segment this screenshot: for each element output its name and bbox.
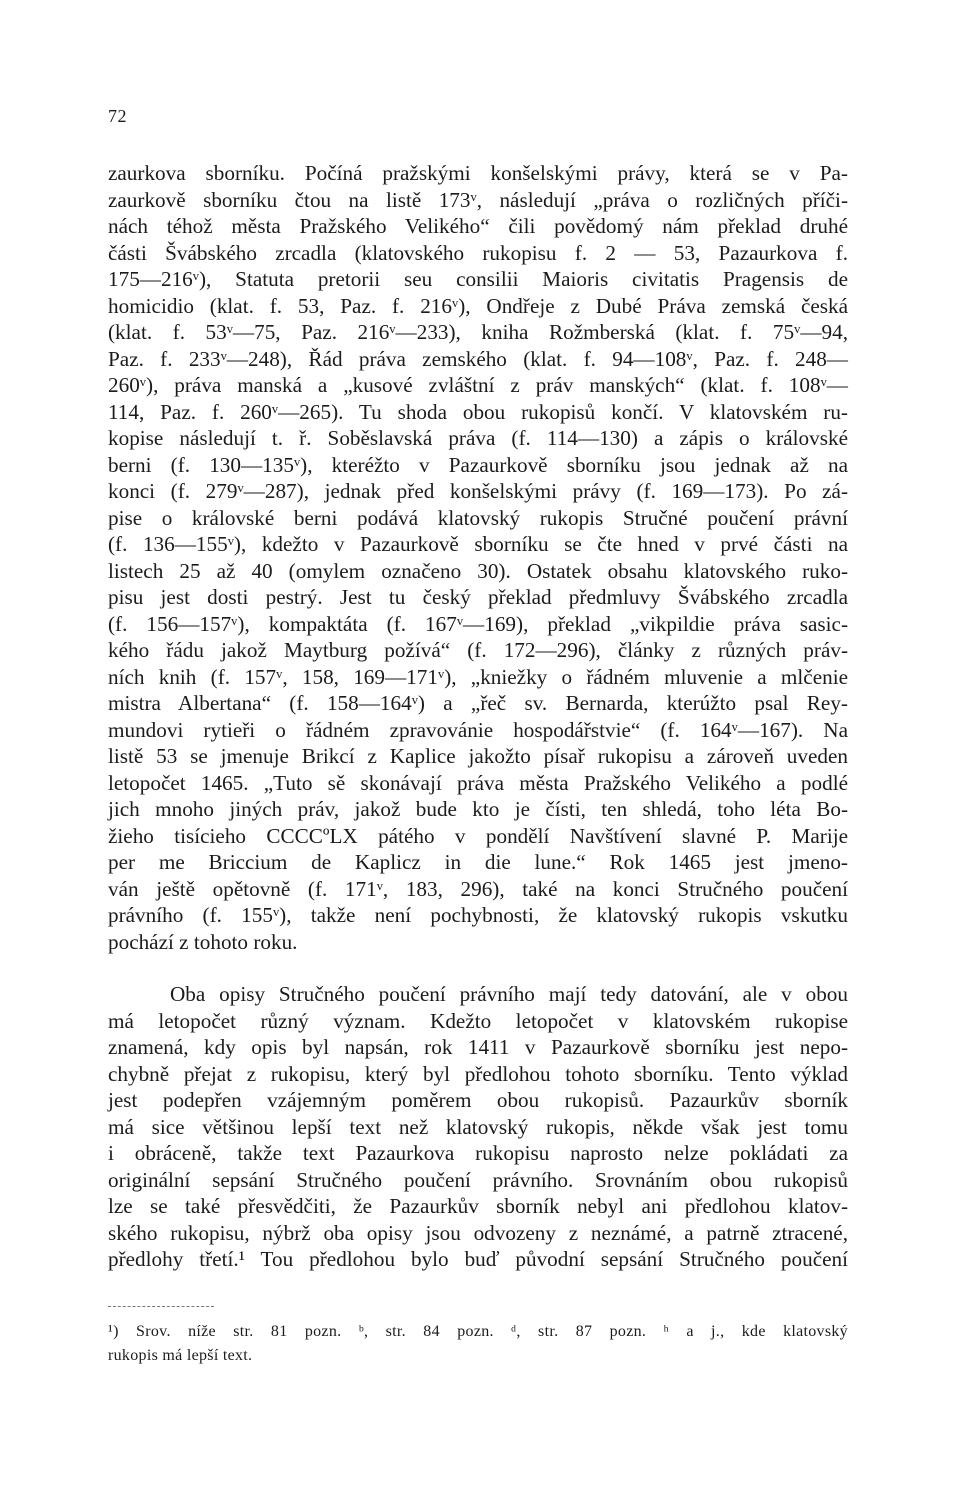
text-line: zaurkova sborníku. Počíná pražskými konšelskými právy, která se v Pa- [108, 161, 848, 185]
text-line: jich mnoho jiných práv, jakož bude kto je čísti, ten shledá, toho léta Bo- [108, 797, 848, 821]
text-line: 260ᵛ), práva manská a „kusové zvláštní z práv manských“ (klat. f. 108ᵛ— [108, 373, 848, 397]
text-line: pise o královské berni podává klatovský rukopis Stručné poučení právní [108, 505, 848, 530]
text-line: originální sepsání Stručného poučení právního. Srovnáním obou rukopisů [108, 1167, 848, 1192]
text-line: konci (f. 279ᵛ—287), jednak před konšelskými právy (f. 169—173). Po zá- [108, 479, 848, 503]
text-line: zaurkově sborníku čtou na listě 173ᵛ, následují „práva o rozličných příči- [108, 187, 848, 212]
text-line: (f. 136—155ᵛ), kdežto v Pazaurkově sborníku se čte hned v prvé části na [108, 532, 848, 556]
body-text [108, 160, 848, 1273]
text-line: kopise následují t. ř. Soběslavská práva (f. 114—130) a zápis o královské [108, 426, 848, 450]
text-line: žieho tisícieho CCCCºLX pátého v pondělí Navštívení slavné P. Marije [108, 823, 848, 848]
text-line: chybně přejat z rukopisu, který byl předlohou tohoto sborníku. Tento výklad [108, 1061, 848, 1086]
text-line: letopočet 1465. „Tuto sě skonávají práva města Pražského Velikého a podlé [108, 770, 848, 795]
text-line: ského rukopisu, nýbrž oba opisy jsou odvozeny z neznámé, a patrně ztracené, [108, 1220, 848, 1245]
text-line: i obráceně, takže text Pazaurkova rukopisu naprosto nelze pokládati za [108, 1141, 848, 1165]
text-line: části Švábského zrcadla (klatovského rukopisu f. 2 — 53, Pazaurkova f. [108, 240, 848, 265]
paragraph [108, 981, 848, 1273]
text-line: pisu jest dosti pestrý. Jest tu český překlad předmluvy Švábského zrcadla [108, 585, 848, 609]
text-line: Oba opisy Stručného poučení právního mají tedy datování, ale v obou [170, 982, 848, 1006]
text-line: listech 25 až 40 (omylem označeno 30). Ostatek obsahu klatovského ruko- [108, 558, 848, 583]
text-line: per me Briccium de Kaplicz in die lune.“ Rok 1465 jest jmeno- [108, 850, 848, 874]
text-line: znamená, kdy opis byl napsán, rok 1411 v Pazaurkově sborníku jest nepo- [108, 1035, 848, 1059]
text-line: jest podepřen vzájemným poměrem obou rukopisů. Pazaurkův sborník [108, 1088, 848, 1112]
text-line: (klat. f. 53ᵛ—75, Paz. 216ᵛ—233), kniha Rožmberská (klat. f. 75ᵛ—94, [108, 320, 848, 344]
text-line: Paz. f. 233ᵛ—248), Řád práva zemského (klat. f. 94—108ᵛ, Paz. f. 248— [108, 346, 848, 371]
text-line: právního (f. 155ᵛ), takže není pochybnosti, že klatovský rukopis vskutku [108, 903, 848, 927]
paragraph [108, 160, 848, 955]
text-line: má letopočet různý význam. Kdežto letopočet v klatovském rukopise [108, 1008, 848, 1033]
footnote-divider [108, 1306, 214, 1307]
text-line: pochází z tohoto roku. [108, 929, 298, 954]
footnote-line: rukopis má lepší text. [108, 1347, 253, 1364]
footnote-line: ¹) Srov. níže str. 81 pozn. ᵇ, str. 84 pozn. ᵈ, str. 87 pozn. ʰ a j., kde klatovský [108, 1323, 848, 1340]
text-line: ván ještě opětovně (f. 171ᵛ, 183, 296), také na konci Stručného poučení [108, 876, 848, 901]
text-line: listě 53 se jmenuje Brikcí z Kaplice jakožto písař rukopisu a zároveň uveden [108, 744, 848, 768]
text-line: (f. 156—157ᵛ), kompaktáta (f. 167ᵛ—169), překlad „vikpildie práva sasic- [108, 611, 848, 636]
page-number: 72 [108, 106, 127, 126]
text-line: nách téhož města Pražského Velikého“ čili povědomý nám překlad druhé [108, 214, 848, 238]
text-line: kého řádu jakož Maytburg požívá“ (f. 172—296), články z různých práv- [108, 638, 848, 662]
text-line: 114, Paz. f. 260ᵛ—265). Tu shoda obou rukopisů končí. V klatovském ru- [108, 399, 848, 424]
text-line: má sice většinou lepší text než klatovský rukopis, někde však jest tomu [108, 1114, 848, 1139]
text-line: ních knih (f. 157ᵛ, 158, 169—171ᵛ), „kniežky o řádném mluvenie a mlčenie [108, 664, 848, 689]
footnote [108, 1320, 848, 1368]
text-line: předlohy třetí.¹ Tou předlohou bylo buď původní sepsání Stručného poučení [108, 1247, 848, 1271]
text-line: mundovi rytieři o řádném zpravovánie hospodářstvie“ (f. 164ᵛ—167). Na [108, 717, 848, 742]
text-line: lze se také přesvědčiti, že Pazaurkův sborník nebyl ani předlohou klatov- [108, 1194, 848, 1218]
text-line: homicidio (klat. f. 53, Paz. f. 216ᵛ), Ondřeje z Dubé Práva zemská česká [108, 293, 848, 318]
text-line: berni (f. 130—135ᵛ), kteréžto v Pazaurkově sborníku jsou jednak až na [108, 452, 848, 477]
text-line: 175—216ᵛ), Statuta pretorii seu consilii Maioris civitatis Pragensis de [108, 267, 848, 291]
text-line: mistra Albertana“ (f. 158—164ᵛ) a „řeč sv. Bernarda, kterúžto psal Rey- [108, 691, 848, 715]
